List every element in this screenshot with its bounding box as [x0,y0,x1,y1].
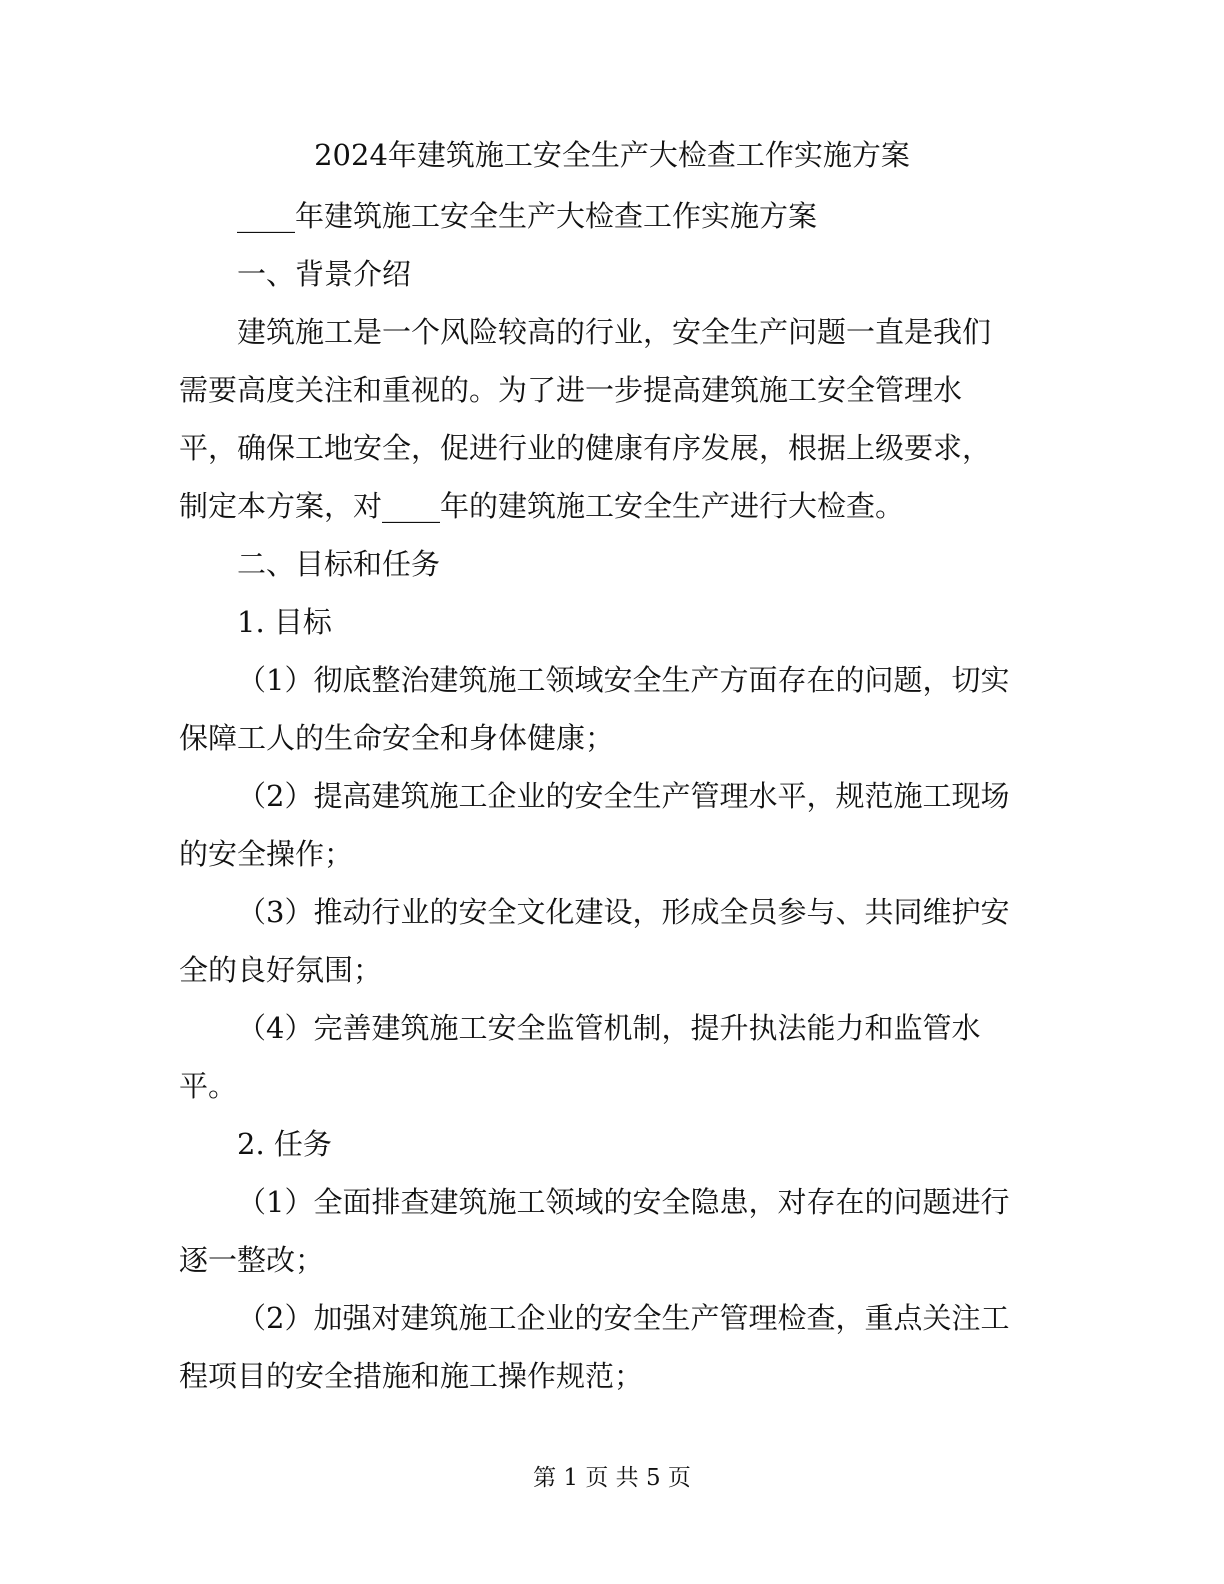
document-body [179,187,1039,1405]
section-heading-goals: 二、目标和任务 [237,547,441,581]
list-item-line: （2）加强对建筑施工企业的安全生产管理检查，重点关注工 [237,1301,1010,1335]
list-item-line: 保障工人的生命安全和身体健康； [179,721,615,755]
section-heading-background: 一、背景介绍 [237,257,412,291]
list-item-line: 程项目的安全措施和施工操作规范； [179,1359,644,1393]
list-item-line: 的安全操作； [179,837,354,871]
paragraph-line: 制定本方案，对____年的建筑施工安全生产进行大检查。 [179,489,905,523]
list-item-line: 全的良好氛围； [179,953,383,987]
subheading-goal: 1. 目标 [237,605,332,639]
list-item-line: 平。 [179,1069,238,1103]
list-item-line: （1）彻底整治建筑施工领域安全生产方面存在的问题，切实 [237,663,1010,697]
paragraph-line: 需要高度关注和重视的。为了进一步提高建筑施工安全管理水 [179,373,963,407]
page-number-footer: 第 1 页 共 5 页 [533,1465,691,1491]
list-item-line: （3）推动行业的安全文化建设，形成全员参与、共同维护安 [237,895,1010,929]
list-item-line: （4）完善建筑施工安全监管机制，提升执法能力和监管水 [237,1011,981,1045]
document-title: 2024年建筑施工安全生产大检查工作实施方案 [314,138,910,172]
subheading-task: 2. 任务 [237,1127,332,1161]
list-item-line: （1）全面排查建筑施工领域的安全隐患，对存在的问题进行 [237,1185,1010,1219]
subtitle-line: ____年建筑施工安全生产大检查工作实施方案 [237,199,818,233]
paragraph-line: 建筑施工是一个风险较高的行业，安全生产问题一直是我们 [237,315,992,349]
paragraph-line: 平，确保工地安全，促进行业的健康有序发展，根据上级要求， [179,431,992,465]
list-item-line: 逐一整改； [179,1243,325,1277]
list-item-line: （2）提高建筑施工企业的安全生产管理水平，规范施工现场 [237,779,1010,813]
